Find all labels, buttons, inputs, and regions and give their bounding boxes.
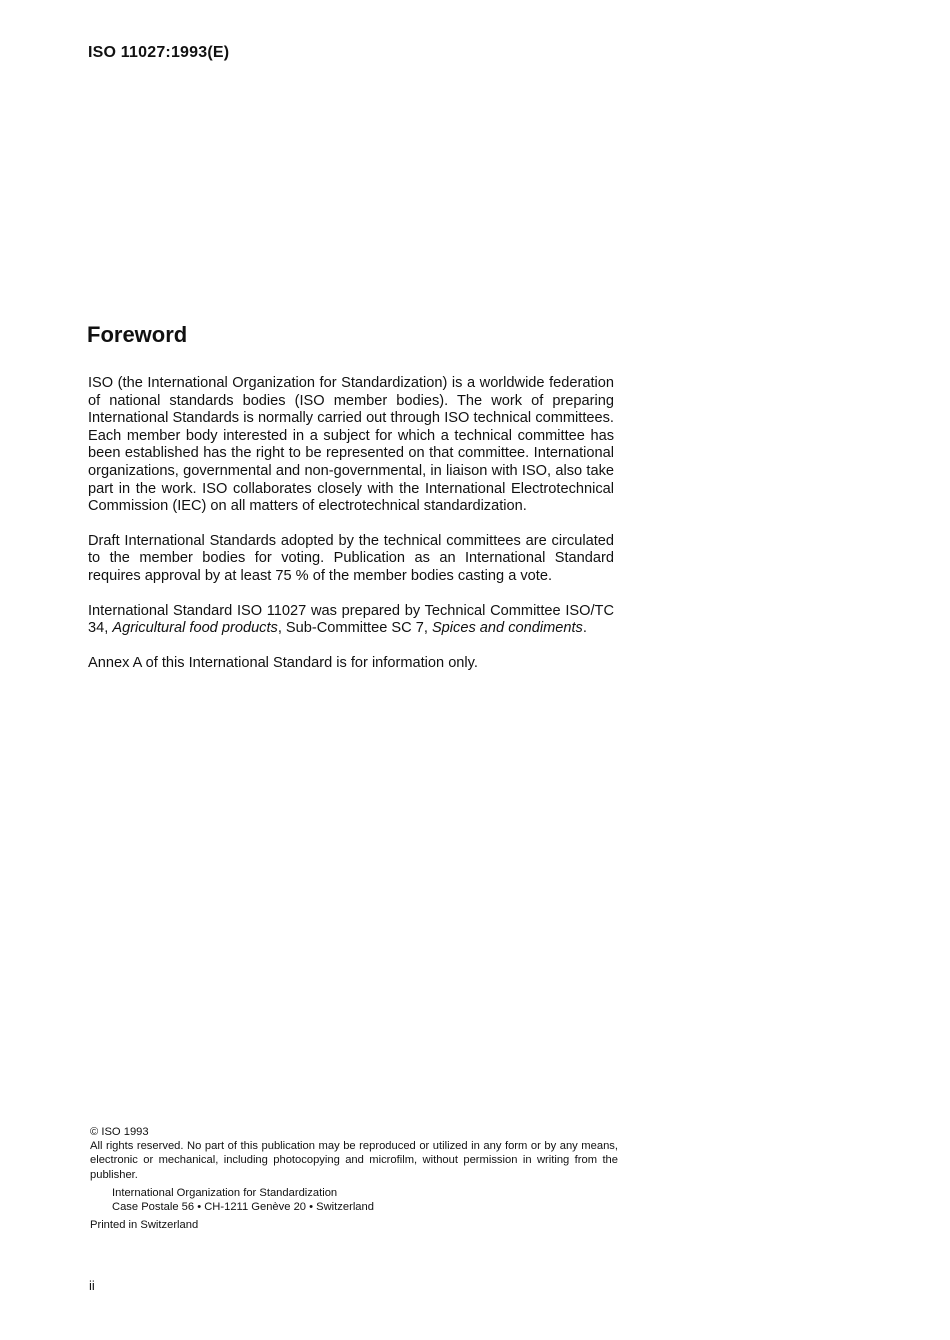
foreword-heading: Foreword xyxy=(87,322,188,347)
committee-name: Agricultural food products xyxy=(112,620,278,637)
foreword-paragraph-4: Annex A of this International Standard is for information only. xyxy=(88,654,478,671)
paragraph-3-text-3: . xyxy=(582,620,587,637)
copyright-block xyxy=(90,1125,618,1232)
foreword-body xyxy=(88,375,614,689)
paragraph-3-text-1: International Standard ISO 11027 was prepared by Technical Committee ISO/TC 34, xyxy=(88,602,614,637)
copyright-notice: © ISO 1993 xyxy=(90,1126,149,1138)
subcommittee-name: Spices and condiments xyxy=(431,620,583,637)
organization-name: International Organization for Standardization xyxy=(112,1186,338,1199)
foreword-paragraph-2: Draft International Standards adopted by the technical committees are circulated to the member bodies for voting. Publication as an International Standard requires approval by at least 75 % of the member bodies casting a vote. xyxy=(88,532,614,584)
printed-location: Printed in Switzerland xyxy=(90,1219,199,1232)
paragraph-3-text-2: , Sub-Committee SC 7, xyxy=(277,620,432,637)
publisher-address xyxy=(112,1186,618,1214)
page-number: ii xyxy=(89,1278,95,1293)
foreword-paragraph-1: ISO (the International Organization for Standardization) is a worldwide federation of national standards bodies (ISO member bodies). The work of preparing International Standards is normally carried out through ISO technical committees. Each member body interested in a subject for which a technical committee has been established has the right to be represented on that committee. International organizations, governmental and non-governmental, in liaison with ISO, also take part in the work. ISO collaborates closely with the International Electrotechnical Commission (IEC) on all matters of electrotechnical standardization. xyxy=(88,375,614,515)
postal-address: Case Postale 56 • CH-1211 Genève 20 • Switzerland xyxy=(112,1201,374,1214)
document-id-header: ISO 11027:1993(E) xyxy=(88,44,230,61)
foreword-paragraph-3 xyxy=(88,603,614,638)
rights-statement: All rights reserved. No part of this publication may be reproduced or utilized in any form or by any means, electronic or mechanical, including photocopying and microfilm, without permission in writing from the publisher. xyxy=(90,1140,618,1181)
